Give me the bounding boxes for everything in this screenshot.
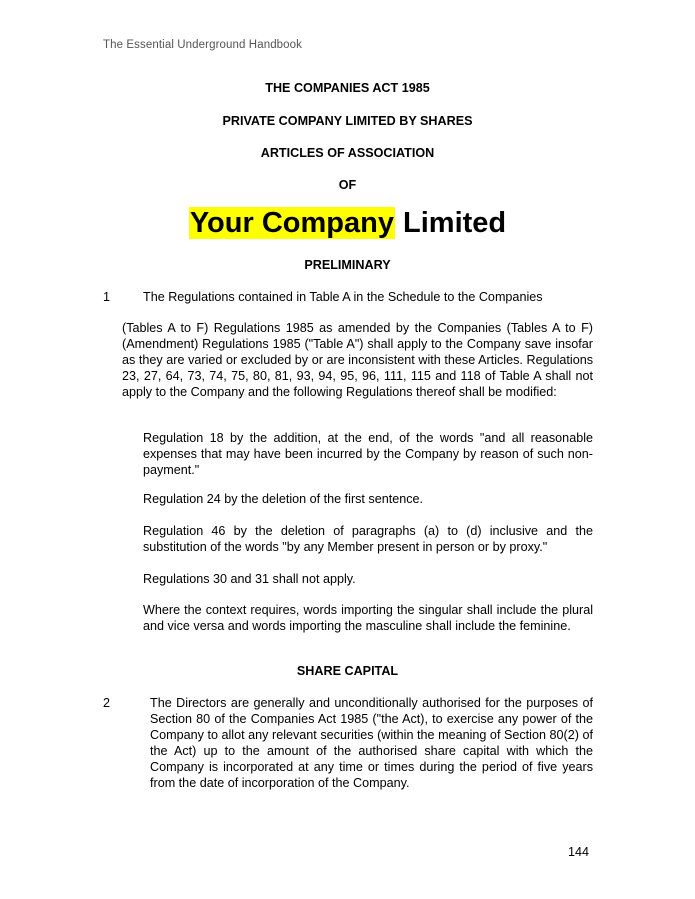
articles-title: ARTICLES OF ASSOCIATION: [260, 146, 435, 160]
preliminary-heading: PRELIMINARY: [304, 258, 391, 272]
company-name-highlight: Your Company: [189, 207, 394, 239]
clause-1-first-line: The Regulations contained in Table A in the Schedule to the Companies: [143, 290, 543, 304]
clause-2-number: 2: [103, 696, 111, 710]
page-number: 144: [568, 845, 590, 859]
share-capital-heading: SHARE CAPITAL: [296, 664, 399, 678]
clause-1-sub-regulation-24: Regulation 24 by the deletion of the first sentence.: [143, 492, 424, 506]
act-title: THE COMPANIES ACT 1985: [265, 81, 430, 95]
clause-1-number: 1: [103, 290, 111, 304]
clause-1-body: (Tables A to F) Regulations 1985 as amended by the Companies (Tables A to F) (Amendment) Regulations 1985 ("Table A") shall apply to the Company save insofar as they are varied or excluded by or are inconsistent with these Articles. Regulations 23, 27, 64, 73, 74, 75, 80, 81, 93, 94, 95, 96, 111, 115 and 118 of Table A shall not apply to the Company and the following Regulations thereof shall be modified:: [122, 321, 593, 399]
of-title: OF: [338, 178, 357, 192]
clause-1-sub-regulation-18: Regulation 18 by the addition, at the end, of the words "and all reasonable expenses that may have been incurred by the Company by reason of such non-payment.": [143, 431, 593, 477]
clause-1-sub-regulation-46: Regulation 46 by the deletion of paragraphs (a) to (d) inclusive and the substitution of the words "by any Member present in person or by proxy.": [143, 524, 593, 554]
clause-1-sub-interpretation: Where the context requires, words importing the singular shall include the plural and vice versa and words importing the masculine shall include the feminine.: [143, 603, 593, 633]
running-header: The Essential Underground Handbook: [103, 39, 303, 51]
clause-2-body: The Directors are generally and unconditionally authorised for the purposes of Section 80 of the Companies Act 1985 ("the Act), to exercise any power of the Company to allot any relevant securities (within the meaning of Section 80(2) of the Act) up to the amount of the authorised share capital with which the Company is incorporated at any time or times during the period of five years from the date of incorporation of the Company.: [150, 696, 593, 790]
company-name-heading: [0, 204, 695, 242]
company-name-suffix: Limited: [394, 207, 507, 239]
company-type-title: PRIVATE COMPANY LIMITED BY SHARES: [222, 114, 473, 128]
clause-1-sub-regulations-30-31: Regulations 30 and 31 shall not apply.: [143, 572, 356, 586]
